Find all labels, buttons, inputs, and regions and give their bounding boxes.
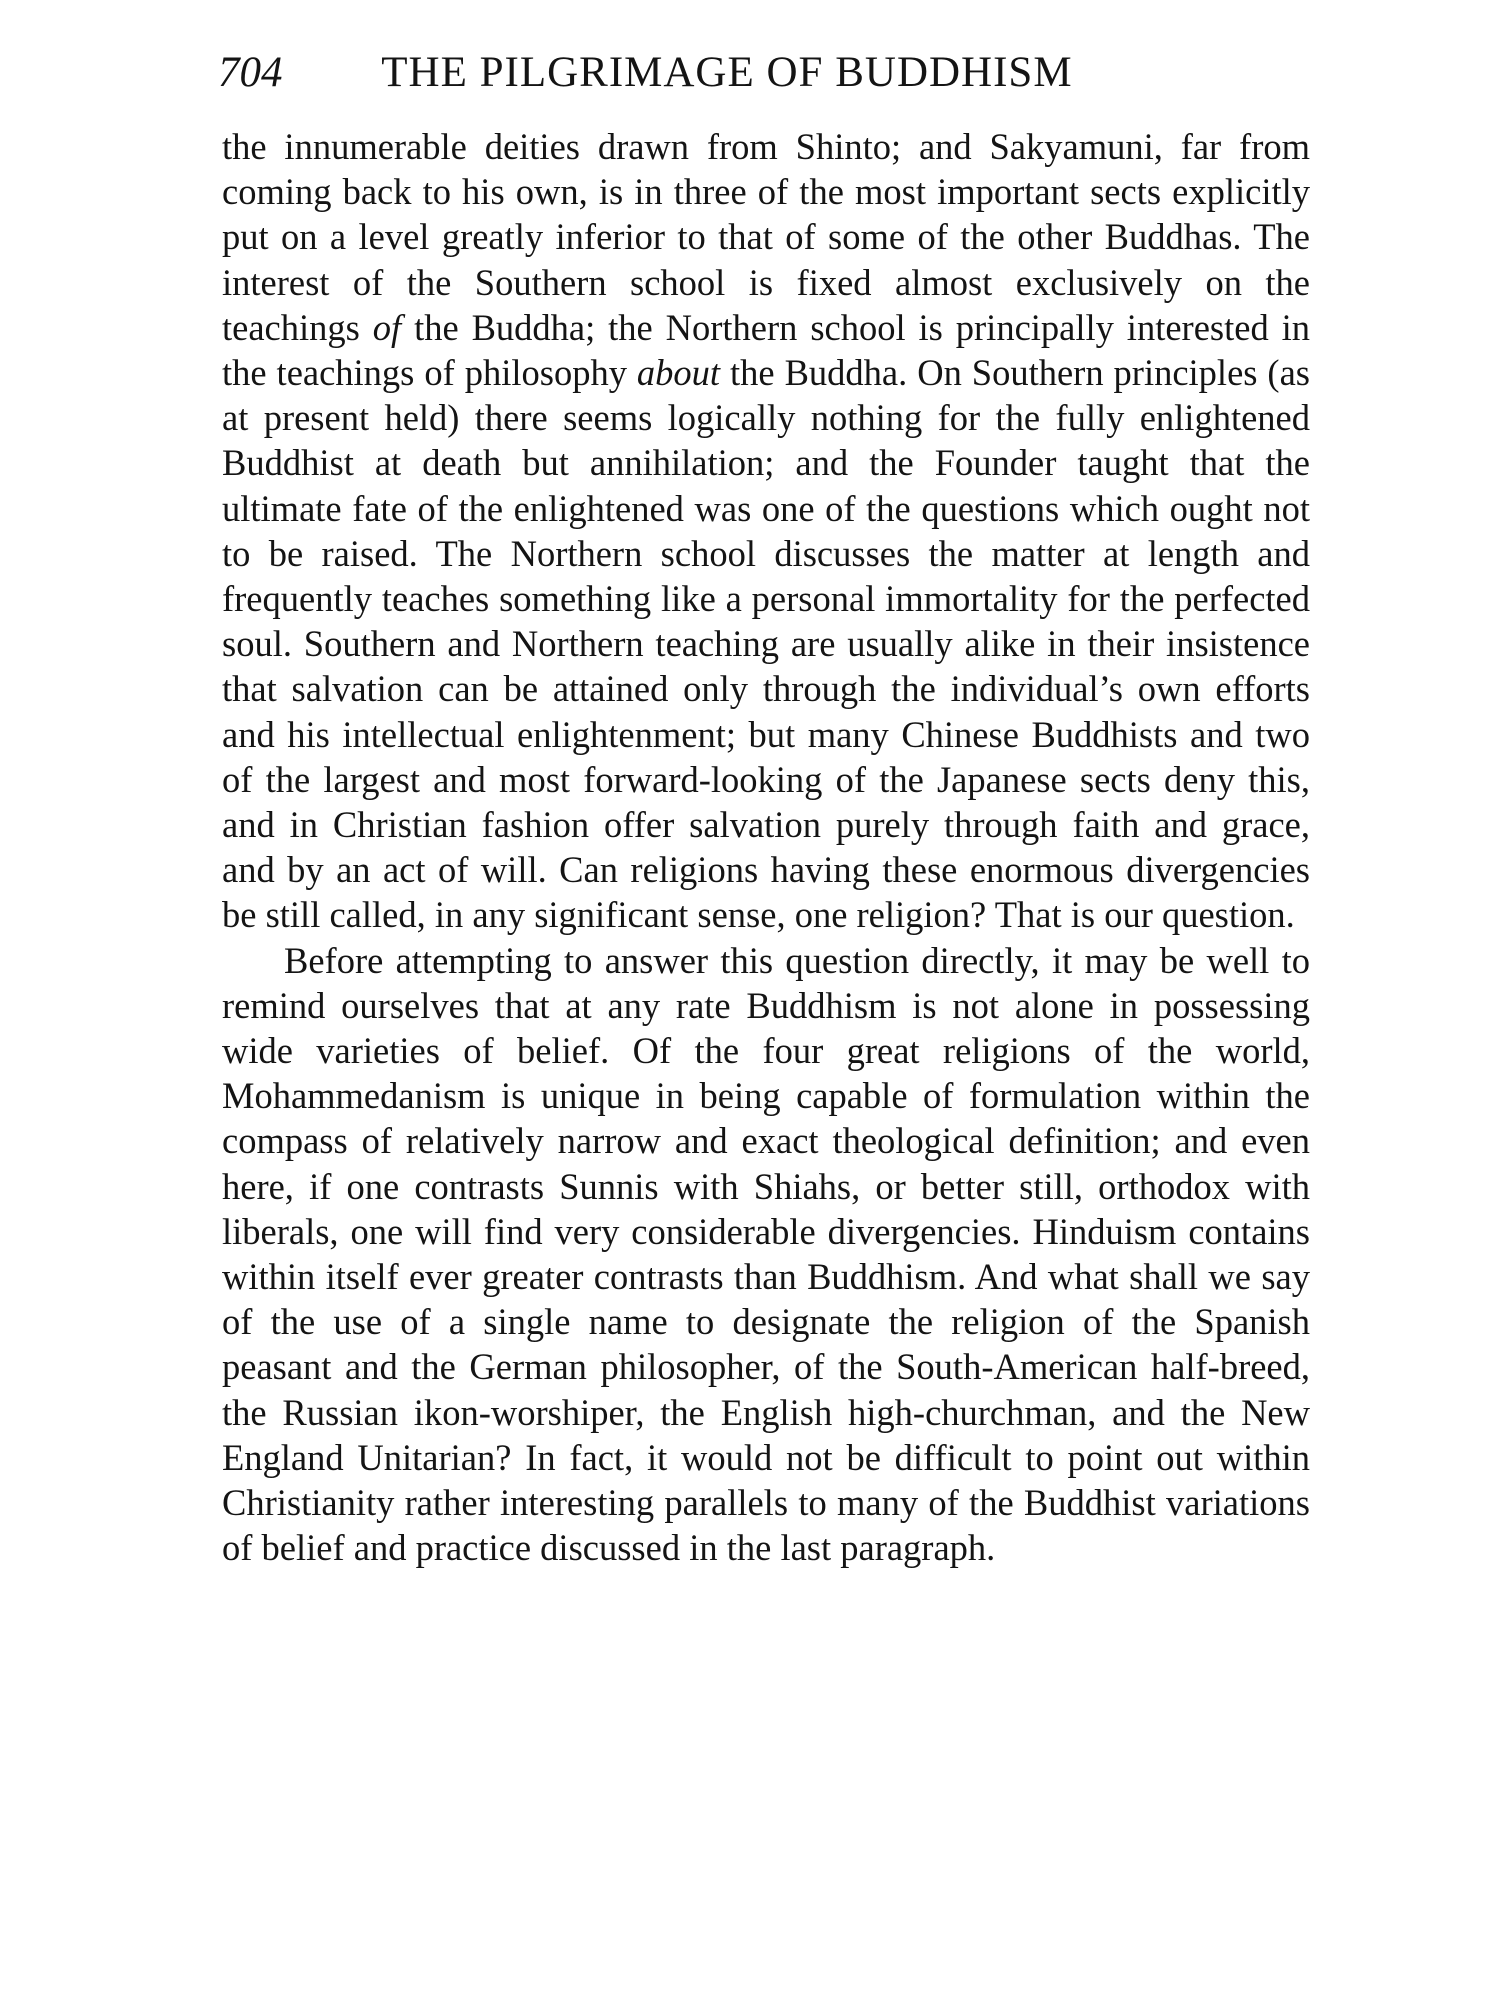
paragraph-1-text-a: the innumerable deities drawn from Shinto; and Sakyamuni, far from coming back to his own, is in three of the most important sects explicitly put on a level greatly inferior to that of some of the other Buddhas. The interest of the Southern school is fixed almost exclusively on the teachings <box>222 126 1310 348</box>
page-number: 704 <box>218 49 283 96</box>
body-text <box>222 124 1310 1571</box>
paragraph-2: Before attempting to answer this question directly, it may be well to remind ourselves that at any rate Buddhism is not alone in possessing wide varieties of belief. Of the four great religions of the world, Mohammedanism is unique in being capable of formulation within the compass of relatively narrow and exact theological definition; and even here, if one contrasts Sunnis with Shiahs, or better still, orthodox with liberals, one will find very considerable divergencies. Hinduism contains within itself ever greater contrasts than Buddhism. And what shall we say of the use of a single name to designate the religion of the Spanish peasant and the German philosopher, of the South-American half-breed, the Russian ikon-worshiper, the English high-churchman, and the New England Unitarian? In fact, it would not be difficult to point out within Christianity rather interesting parallels to many of the Buddhist variations of belief and practice discussed in the last paragraph. <box>222 939 1310 1569</box>
page-header <box>218 38 1318 108</box>
emphasis-about: about <box>636 352 721 394</box>
emphasis-of: of <box>372 306 402 348</box>
paragraph-1-text-c: the Buddha. On Southern principles (as at present held) there seems logically nothing for the fully enlightened Buddhist at death but annihilation; and the Founder taught that the ultimate fate of the enlightened was one of the questions which ought not to be raised. The Northern school discusses the matter at length and frequently teaches something like a personal immortality for the perfected soul. Southern and Northern teaching are usually alike in their insistence that salvation can be attained only through the individual’s own efforts and his intellectual enlightenment; but many Chinese Buddhists and two of the largest and most forward-looking of the Japanese sects deny this, and in Christian fashion offer salvation purely through faith and grace, and by an act of will. Can religions having these enormous divergencies be still called, in any significant sense, one religion? That is our question. <box>222 352 1310 936</box>
paragraph-1-text-b: the Buddha; the Northern school is principally interested in the teachings of philosophy <box>222 306 1310 394</box>
running-title: THE PILGRIMAGE OF BUDDHISM <box>381 49 1073 96</box>
paragraph-1 <box>222 124 1310 938</box>
